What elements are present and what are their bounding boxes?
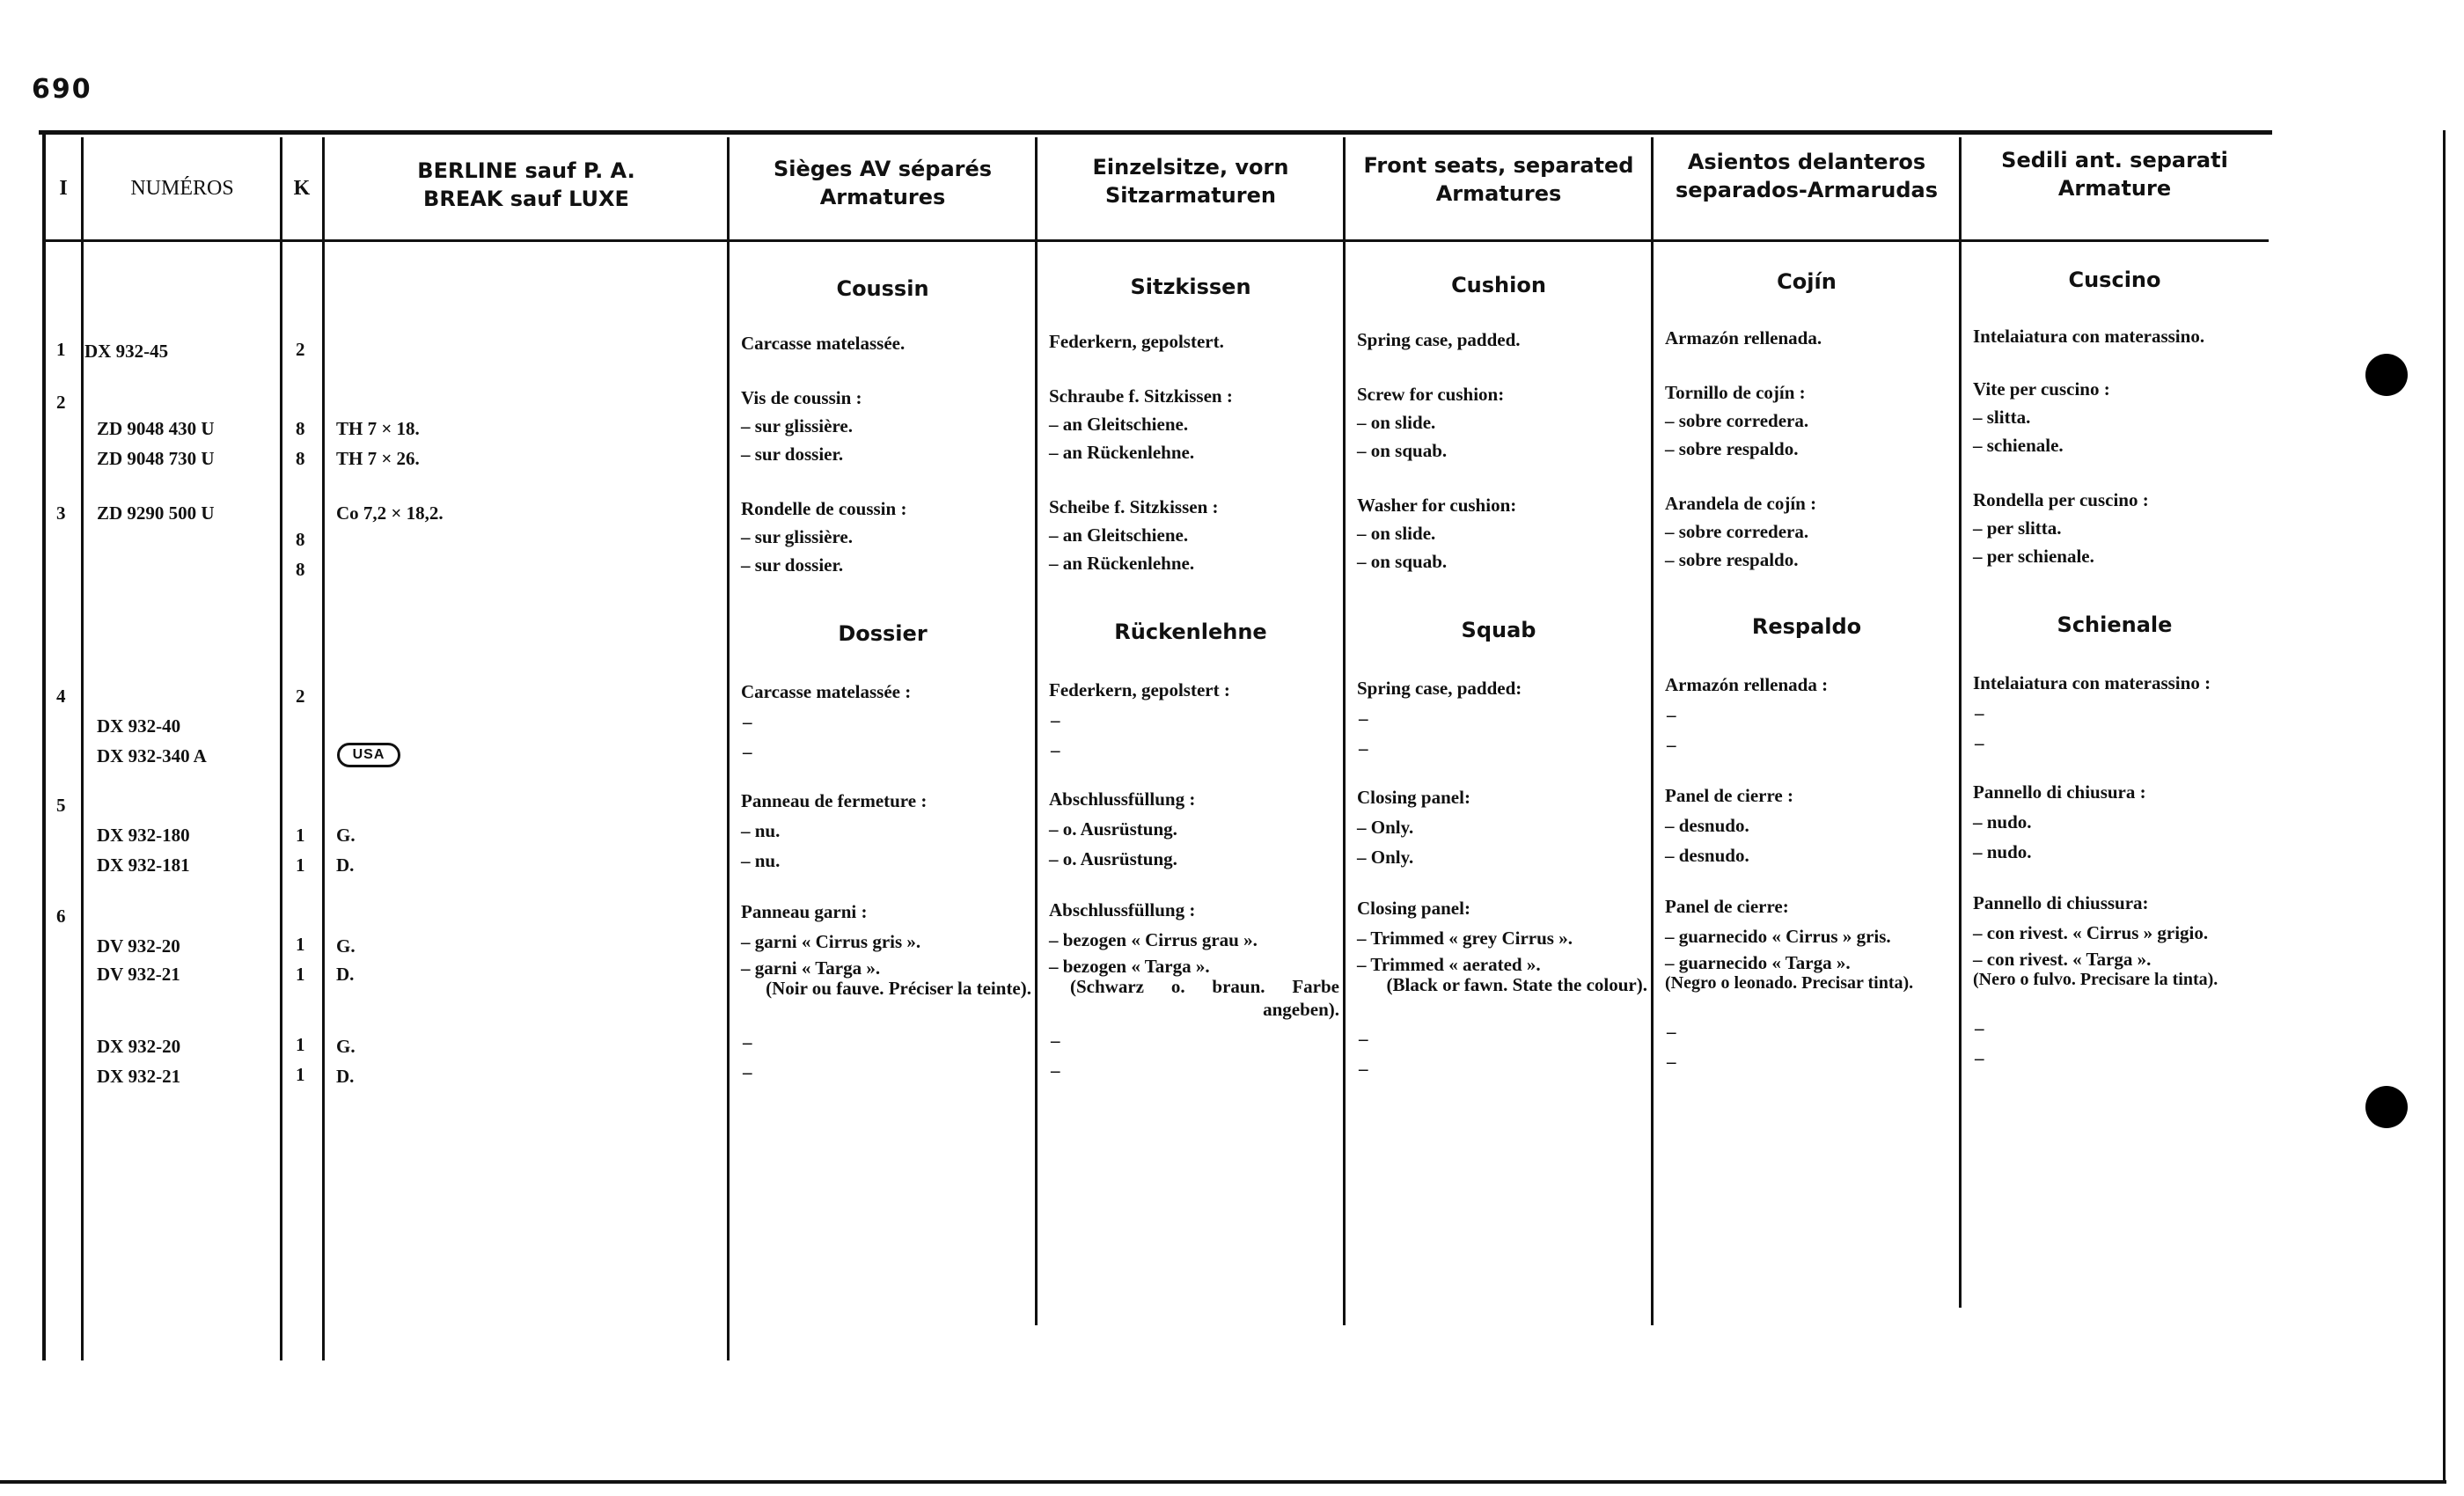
header-fr: [730, 155, 1035, 211]
fr-r4: Carcasse matelassée :: [741, 681, 912, 702]
part-number: DX 932-45: [84, 341, 169, 362]
header-model-line1: BERLINE sauf P. A.: [417, 158, 635, 183]
en-r4: Spring case, padded:: [1357, 678, 1522, 699]
header-it: [1962, 146, 2267, 202]
it-r1: Intelaiatura con materassino.: [1973, 326, 2205, 347]
de-r6: Abschlussfüllung :: [1049, 899, 1196, 920]
fr-r1: Carcasse matelassée.: [741, 333, 906, 354]
usa-badge: USA: [337, 743, 400, 767]
en-r2a: – on slide.: [1357, 412, 1436, 433]
es-r6a: – guarnecido « Cirrus » gris.: [1665, 926, 1891, 947]
part-model: TH 7 × 26.: [336, 448, 420, 469]
header-de-line2: Sitzarmaturen: [1105, 183, 1276, 208]
it-dash: –: [1975, 732, 1984, 753]
part-number: DV 932-21: [97, 964, 180, 985]
es-r2b: – sobre respaldo.: [1665, 438, 1799, 459]
header-index: I: [59, 177, 68, 200]
it-r4: Intelaiatura con materassino :: [1973, 672, 2211, 693]
part-number: ZD 9048 730 U: [97, 448, 215, 469]
part-qty: 8: [296, 559, 305, 580]
part-model: D.: [336, 854, 355, 876]
en-r3: Washer for cushion:: [1357, 495, 1517, 516]
it-r2a: – slitta.: [1973, 407, 2031, 428]
it-dash: –: [1975, 1017, 1984, 1038]
header-es: [1654, 148, 1959, 204]
header-en-line1: Front seats, separated: [1363, 153, 1634, 178]
section-cushion-it: Cuscino: [2068, 268, 2161, 292]
en-r6: Closing panel:: [1357, 898, 1470, 919]
part-model: TH 7 × 18.: [336, 418, 420, 439]
de-r2b: – an Rückenlehne.: [1049, 442, 1195, 463]
es-dash: –: [1667, 1051, 1676, 1072]
fr-dash: –: [743, 711, 752, 732]
it-dash: –: [1975, 1047, 1984, 1068]
de-r6b: – bezogen « Targa ».: [1049, 956, 1210, 977]
part-number: DV 932-20: [97, 935, 180, 957]
en-r6c: (Black or fawn. State the colour).: [1386, 974, 1647, 995]
fr-r6b: – garni « Targa ».: [741, 957, 881, 979]
es-dash: –: [1667, 704, 1676, 725]
de-r3: Scheibe f. Sitzkissen :: [1049, 496, 1219, 517]
it-r5b: – nudo.: [1973, 841, 2032, 862]
de-r2a: – an Gleitschiene.: [1049, 414, 1189, 435]
es-r5b: – desnudo.: [1665, 845, 1749, 866]
right-border: [2443, 130, 2446, 1482]
es-r3a: – sobre corredera.: [1665, 521, 1809, 542]
part-model: D.: [336, 964, 355, 985]
header-en-line2: Armatures: [1435, 181, 1562, 206]
en-r1: Spring case, padded.: [1357, 329, 1521, 350]
section-cushion-en: Cushion: [1451, 273, 1546, 297]
header-de-line1: Einzelsitze, vorn: [1092, 155, 1289, 180]
section-squab-es: Respaldo: [1751, 614, 1862, 639]
it-r5a: – nudo.: [1973, 811, 2032, 832]
en-r3a: – on slide.: [1357, 523, 1436, 544]
section-squab-de: Rückenlehne: [1114, 620, 1267, 644]
part-number: ZD 9290 500 U: [97, 502, 215, 524]
header-fr-line1: Sièges AV séparés: [773, 157, 993, 181]
de-r1: Federkern, gepolstert.: [1049, 331, 1224, 352]
en-r5: Closing panel:: [1357, 787, 1470, 808]
fr-r6: Panneau garni :: [741, 901, 868, 922]
en-r2: Screw for cushion:: [1357, 384, 1505, 405]
col-divider-index: [81, 137, 84, 1360]
it-r2: Vite per cuscino :: [1973, 378, 2110, 400]
header-fr-line2: Armatures: [819, 185, 946, 209]
col-divider-numeros: [280, 137, 282, 1360]
index-4: 4: [56, 686, 66, 707]
header-model: [326, 157, 727, 213]
fr-r3a: – sur glissière.: [741, 526, 853, 547]
fr-r5b: – nu.: [741, 850, 781, 871]
punch-hole-top: [2365, 354, 2408, 396]
it-r2b: – schienale.: [1973, 435, 2064, 456]
en-r5a: – Only.: [1357, 817, 1414, 838]
it-r6a: – con rivest. « Cirrus » grigio.: [1973, 922, 2209, 943]
fr-dash: –: [743, 741, 752, 762]
es-r3: Arandela de cojín :: [1665, 493, 1817, 514]
page-bottom-rule: [0, 1480, 2446, 1484]
part-model: D.: [336, 1066, 355, 1087]
it-r5: Pannello di chiusura :: [1973, 781, 2146, 803]
it-r6c: (Nero o fulvo. Precisare la tinta).: [1973, 970, 2218, 989]
fr-r2: Vis de coussin :: [741, 387, 862, 408]
de-r6c: (Schwarz o. braun. Farbe angeben).: [1070, 976, 1339, 1020]
es-r1: Armazón rellenada.: [1665, 327, 1822, 348]
part-number: DX 932-40: [97, 715, 181, 737]
section-squab-en: Squab: [1461, 618, 1536, 642]
es-r6: Panel de cierre:: [1665, 896, 1789, 917]
part-number: ZD 9048 430 U: [97, 418, 215, 439]
de-dash: –: [1051, 739, 1060, 760]
part-qty: 8: [296, 529, 305, 550]
es-r6b: – guarnecido « Targa ».: [1665, 952, 1851, 973]
part-number: DX 932-340 A: [97, 745, 207, 766]
part-number: DX 932-21: [97, 1066, 181, 1087]
index-6: 6: [56, 906, 66, 927]
part-qty: 8: [296, 418, 305, 439]
part-qty: 1: [296, 1034, 305, 1055]
en-dash: –: [1359, 1028, 1368, 1049]
en-dash: –: [1359, 737, 1368, 759]
header-de: [1038, 153, 1343, 209]
part-qty: 8: [296, 448, 305, 469]
part-qty: 1: [296, 1064, 305, 1085]
col-divider-model: [727, 137, 730, 1360]
header-bottom-rule: [46, 239, 2269, 242]
it-r3b: – per schienale.: [1973, 546, 2094, 567]
es-r5a: – desnudo.: [1665, 815, 1749, 836]
de-dash: –: [1051, 1030, 1060, 1051]
part-qty: 1: [296, 854, 305, 876]
punch-hole-bottom: [2365, 1086, 2408, 1128]
fr-dash: –: [743, 1061, 752, 1082]
index-1: 1: [56, 339, 66, 360]
es-dash: –: [1667, 1021, 1676, 1042]
index-3: 3: [56, 502, 66, 524]
es-r5: Panel de cierre :: [1665, 785, 1793, 806]
part-qty: 2: [296, 686, 305, 707]
fr-r3: Rondelle de coussin :: [741, 498, 907, 519]
col-divider-fr: [1035, 137, 1038, 1325]
col-divider-de: [1343, 137, 1346, 1325]
fr-r5: Panneau de fermeture :: [741, 790, 928, 811]
header-numeros: NUMÉROS: [130, 177, 234, 200]
es-r2a: – sobre corredera.: [1665, 410, 1809, 431]
left-border: [42, 130, 46, 1360]
section-cushion-fr: Coussin: [836, 276, 929, 301]
en-dash: –: [1359, 1058, 1368, 1079]
section-squab-fr: Dossier: [838, 621, 928, 646]
fr-r3b: – sur dossier.: [741, 554, 844, 576]
en-dash: –: [1359, 708, 1368, 729]
part-qty: 1: [296, 825, 305, 846]
col-divider-k: [322, 137, 325, 1360]
en-r6b: – Trimmed « aerated ».: [1357, 954, 1541, 975]
es-r6c: (Negro o leonado. Precisar tinta).: [1665, 973, 1914, 993]
de-r5: Abschlussfüllung :: [1049, 788, 1196, 810]
index-2: 2: [56, 392, 66, 413]
fr-r2a: – sur glissière.: [741, 415, 853, 436]
part-qty: 1: [296, 934, 305, 955]
de-dash: –: [1051, 1060, 1060, 1081]
de-r3a: – an Gleitschiene.: [1049, 524, 1189, 546]
header-it-line2: Armature: [2057, 176, 2172, 201]
en-r3b: – on squab.: [1357, 551, 1448, 572]
de-r5a: – o. Ausrüstung.: [1049, 818, 1177, 840]
de-r6a: – bezogen « Cirrus grau ».: [1049, 929, 1258, 950]
col-divider-en: [1651, 137, 1654, 1325]
header-k: K: [293, 177, 311, 200]
en-r2b: – on squab.: [1357, 440, 1448, 461]
page-number: 690: [32, 74, 92, 105]
de-r4: Federkern, gepolstert :: [1049, 679, 1230, 700]
es-r3b: – sobre respaldo.: [1665, 549, 1799, 570]
fr-r2b: – sur dossier.: [741, 444, 844, 465]
it-dash: –: [1975, 702, 1984, 723]
part-number: DX 932-181: [97, 854, 190, 876]
de-r2: Schraube f. Sitzkissen :: [1049, 385, 1233, 407]
part-number: DX 932-20: [97, 1036, 181, 1057]
en-r6a: – Trimmed « grey Cirrus ».: [1357, 928, 1573, 949]
part-model: G.: [336, 825, 356, 846]
section-squab-it: Schienale: [2057, 612, 2173, 637]
es-r4: Armazón rellenada :: [1665, 674, 1829, 695]
es-r2: Tornillo de cojín :: [1665, 382, 1806, 403]
it-r6: Pannello di chiussura:: [1973, 892, 2149, 913]
de-r3b: – an Rückenlehne.: [1049, 553, 1195, 574]
fr-r5a: – nu.: [741, 820, 781, 841]
part-qty: 2: [296, 339, 305, 360]
header-es-line2: separados-Armarudas: [1675, 178, 1939, 202]
header-model-line2: BREAK sauf LUXE: [423, 187, 629, 211]
de-r5b: – o. Ausrüstung.: [1049, 848, 1177, 869]
fr-dash: –: [743, 1031, 752, 1052]
header-en: [1346, 151, 1651, 208]
header-it-line1: Sedili ant. separati: [2001, 148, 2228, 172]
en-r5b: – Only.: [1357, 847, 1414, 868]
it-r3a: – per slitta.: [1973, 517, 2062, 539]
fr-r6c: (Noir ou fauve. Préciser la teinte).: [766, 978, 1031, 999]
part-model: G.: [336, 1036, 356, 1057]
section-cushion-es: Cojín: [1777, 269, 1837, 294]
col-divider-es: [1959, 137, 1962, 1308]
de-dash: –: [1051, 709, 1060, 730]
fr-r6a: – garni « Cirrus gris ».: [741, 931, 921, 952]
part-number: DX 932-180: [97, 825, 190, 846]
it-r3: Rondella per cuscino :: [1973, 489, 2149, 510]
section-cushion-de: Sitzkissen: [1130, 275, 1251, 299]
part-model: Co 7,2 × 18,2.: [336, 502, 444, 524]
header-es-line1: Asientos delanteros: [1687, 150, 1926, 174]
part-qty: 1: [296, 964, 305, 985]
table-top-rule: [39, 130, 2272, 135]
part-model: G.: [336, 935, 356, 957]
index-5: 5: [56, 795, 66, 816]
es-dash: –: [1667, 734, 1676, 755]
it-r6b: – con rivest. « Targa ».: [1973, 949, 2152, 970]
